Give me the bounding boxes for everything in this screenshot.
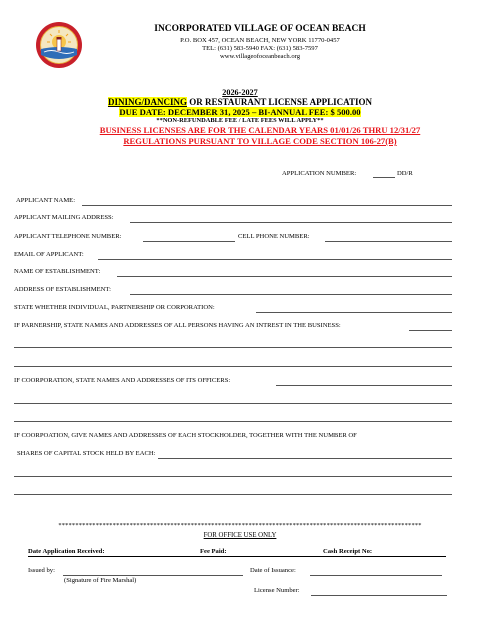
license-period-notice: BUSINESS LICENSES ARE FOR THE CALENDAR YEARS 01/01/26 THRU 12/31/27 — [99, 125, 421, 135]
partnership-line-3[interactable] — [14, 366, 452, 367]
telephone-field[interactable] — [143, 241, 235, 242]
due-date-text: DUE DATE: DECEMBER 31, 2025 – BI-ANNUAL FEE: $ 500.00 — [119, 107, 361, 117]
date-of-issuance-label: Date of Issuance: — [250, 567, 296, 574]
partnership-field[interactable] — [409, 330, 452, 331]
telephone-label: APPLICANT TELEPHONE NUMBER: — [14, 233, 122, 240]
village-website[interactable]: www.villageofoceanbeach.org — [219, 53, 300, 60]
entity-type-label: STATE WHETHER INDIVIDUAL, PARTNERSHIP OR CORPORATION: — [14, 304, 215, 311]
issued-by-field[interactable] — [63, 575, 243, 576]
stockholders-line-2[interactable] — [14, 476, 452, 477]
corporation-line-3[interactable] — [14, 421, 452, 422]
office-use-title: FOR OFFICE USE ONLY — [203, 532, 277, 539]
stockholders-line-3[interactable] — [14, 494, 452, 495]
applicant-name-label: APPLICANT NAME: — [16, 197, 76, 204]
fee-paid-label: Fee Paid: — [200, 548, 227, 555]
office-divider: *********************************************************************************************************** — [58, 522, 422, 529]
license-number-field[interactable] — [311, 595, 447, 596]
partnership-label: IF PARNERSHIP, STATE NAMES AND ADDRESSES OF ALL PERSONS HAVING AN INTREST IN THE BUSINESS: — [14, 322, 341, 329]
establishment-address-field[interactable] — [130, 294, 452, 295]
applicant-name-field[interactable] — [82, 205, 452, 206]
form-title — [0, 97, 480, 107]
issued-by-label: Issued by: — [28, 567, 55, 574]
cash-receipt-label: Cash Receipt No: — [323, 548, 373, 555]
due-date-line — [0, 107, 480, 117]
form-title-highlight: DINING/DANCING — [107, 97, 187, 107]
cell-phone-field[interactable] — [325, 241, 452, 242]
license-number-label: License Number: — [254, 587, 300, 594]
office-received-field[interactable] — [28, 556, 446, 557]
entity-type-field[interactable] — [256, 312, 452, 313]
fire-marshal-signature-label: (Signature of Fire Marshal) — [64, 577, 137, 584]
stockholders-label-1: IF COORPOATION, GIVE NAMES AND ADDRESSES OF EACH STOCKHOLDER, TOGETHER WITH THE NUMBER OF — [14, 432, 357, 439]
stockholders-label-2: SHARES OF CAPITAL STOCK HELD BY EACH: — [17, 450, 156, 457]
corporation-line-2[interactable] — [14, 403, 452, 404]
date-of-issuance-field[interactable] — [310, 575, 442, 576]
stockholders-field[interactable] — [158, 458, 452, 459]
mailing-address-field[interactable] — [130, 222, 452, 223]
corporation-officers-label: IF COORPORATION, STATE NAMES AND ADDRESSES OF ITS OFFICERS: — [14, 377, 231, 384]
application-number-suffix: DD/R — [397, 170, 413, 177]
cell-phone-label: CELL PHONE NUMBER: — [238, 233, 310, 240]
application-number-label: APPLICATION NUMBER: — [282, 170, 357, 177]
email-label: EMAIL OF APPLICANT: — [14, 251, 84, 258]
establishment-name-label: NAME OF ESTABLISHMENT: — [14, 268, 101, 275]
date-received-label: Date Application Received: — [28, 548, 105, 555]
village-title: INCORPORATED VILLAGE OF OCEAN BEACH — [154, 24, 366, 34]
regulations-notice: REGULATIONS PURSUANT TO VILLAGE CODE SECTION 106-27(B) — [123, 136, 397, 146]
establishment-name-field[interactable] — [117, 276, 452, 277]
village-phones: TEL: (631) 583-5940 FAX: (631) 583-7597 — [202, 45, 318, 52]
establishment-address-label: ADDRESS OF ESTABLISHMENT: — [14, 286, 111, 293]
application-number-field[interactable] — [373, 177, 395, 178]
fee-note: **NON-REFUNDABLE FEE / LATE FEES WILL APPLY** — [156, 117, 324, 124]
email-field[interactable] — [98, 259, 452, 260]
corporation-officers-field[interactable] — [276, 385, 452, 386]
mailing-address-label: APPLICANT MAILING ADDRESS: — [14, 214, 114, 221]
license-year: 2026-2027 — [222, 88, 258, 97]
partnership-line-2[interactable] — [14, 347, 452, 348]
form-title-rest: OR RESTAURANT LICENSE APPLICATION — [186, 97, 373, 107]
village-address: P.O. BOX 457, OCEAN BEACH, NEW YORK 11770-0457 — [180, 37, 340, 44]
